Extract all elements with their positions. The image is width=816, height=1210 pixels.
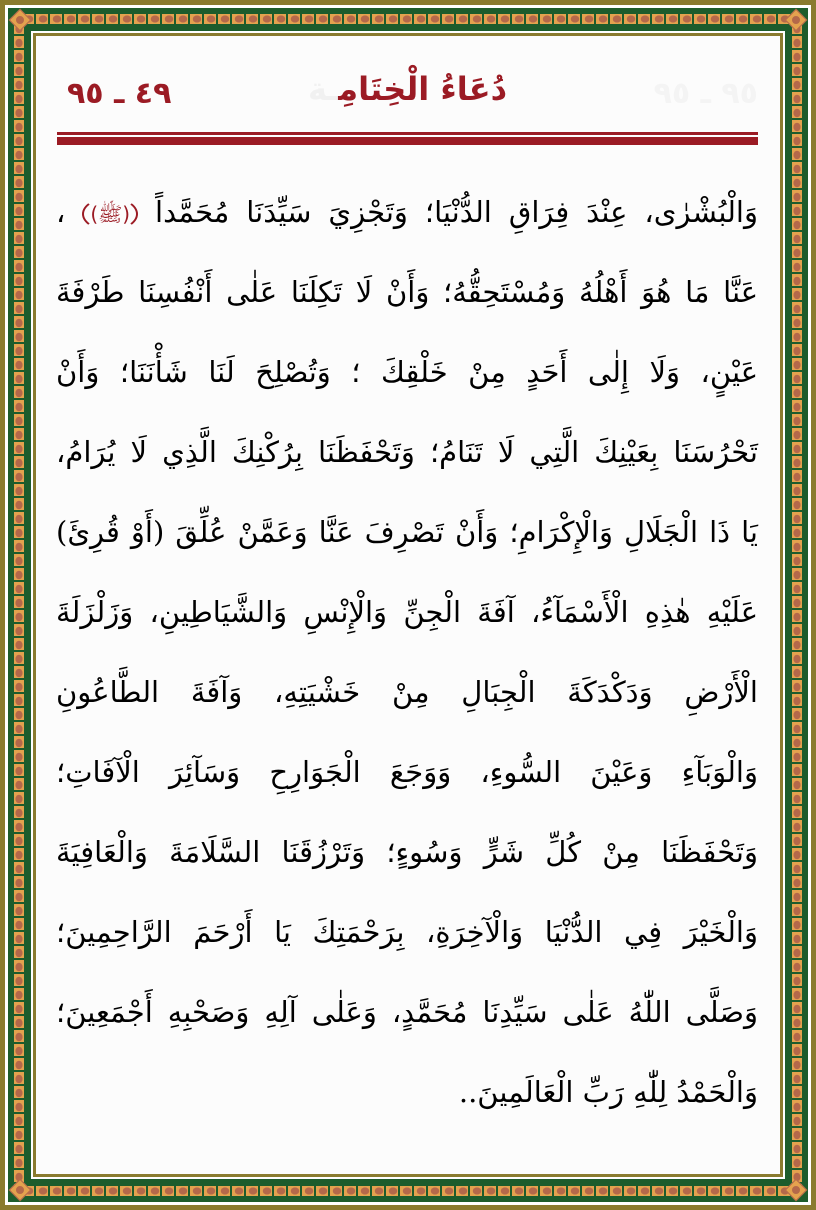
text-line: يَا ذَا الْجَلَالِ وَالْإِكْرَامِ؛ وَأَنْ تَصْرِفَ عَنَّا وَعَمَّنْ عُلِّقَ (أَوْ قُرِئَ) <box>56 515 758 549</box>
page-header <box>57 72 758 122</box>
border-braid-top <box>22 12 794 26</box>
header-divider-thick <box>57 137 758 145</box>
text-line: وَصَلَّى اللّٰهُ عَلٰى سَيِّدِنَا مُحَمَّدٍ، وَعَلٰى آلِهِ وَصَحْبِهِ أَجْمَعِينَ؛ <box>56 995 758 1029</box>
page-title <box>308 70 507 108</box>
header-divider-thin <box>57 132 758 135</box>
text-line: عَنَّا مَا هُوَ أَهْلُهُ وَمُسْتَحِقُّهُ؛ وَأَنْ لَا تَكِلَنَا عَلٰى أَنْفُسِنَا طَرْفَةَ <box>56 275 758 309</box>
border-braid-left <box>12 22 26 1188</box>
text-line: وَالْوَبَآءِ وَعَيْنَ السُّوءِ، وَوَجَعَ الْجَوَارِحِ وَسَآئِرَ الْآفَاتِ؛ <box>56 755 758 789</box>
text-line: عَلَيْهِ هٰذِهِ الْأَسْمَآءُ، آفَةَ الْجِنِّ وَالْإِنْسِ وَالشَّيَاطِينِ، وَزَلْزَلَةَ <box>56 595 758 629</box>
text-line: عَيْنٍ، وَلَا إِلٰى أَحَدٍ مِنْ خَلْقِكَ ؛ وَتُصْلِحَ لَنَا شَأْنَنَا؛ وَأَنْ <box>56 355 758 389</box>
text-line <box>56 172 758 252</box>
border-braid-bottom <box>22 1184 794 1198</box>
salawat-icon: (ﷺ) <box>82 197 138 231</box>
ghost-title-suffix: ـة <box>307 70 339 108</box>
text-line: وَتَحْفَظَنَا مِنْ كُلِّ شَرٍّ وَسُوءٍ؛ وَتَرْزُقَنَا السَّلَامَةَ وَالْعَافِيَةَ <box>56 835 758 869</box>
text-line: وَالْحَمْدُ لِلّٰهِ رَبِّ الْعَالَمِينَ.. <box>458 1075 758 1109</box>
page-number: ٤٩ ـ ٩٥ <box>67 76 172 111</box>
text-line: الْأَرْضِ وَدَكْدَكَةَ الْجِبَالِ مِنْ خَشْيَتِهِ، وَآفَةَ الطَّاعُونِ <box>56 675 758 709</box>
text-line-content: وَالْبُشْرٰى، عِنْدَ فِرَاقِ الدُّنْيَا؛ وَتَجْزِيَ سَيِّدَنَا مُحَمَّداً <box>155 195 758 229</box>
border-braid-right <box>790 22 804 1188</box>
ghost-page-number: ٩٥ ـ ٩٥ <box>653 76 758 111</box>
page-title-text: دُعَاءُ الْخِتَامِ <box>338 70 508 108</box>
text-line-tail: ، <box>56 195 66 229</box>
text-line: تَحْرُسَنَا بِعَيْنِكَ الَّتِي لَا تَنَامُ؛ وَتَحْفَظَنَا بِرُكْنِكَ الَّذِي لَا يُرَامُ، <box>56 435 758 469</box>
text-line: وَالْخَيْرَ فِي الدُّنْيَا وَالْآخِرَةِ، بِرَحْمَتِكَ يَا أَرْحَمَ الرَّاحِمِينَ؛ <box>56 915 758 949</box>
prayer-text <box>56 172 758 1132</box>
